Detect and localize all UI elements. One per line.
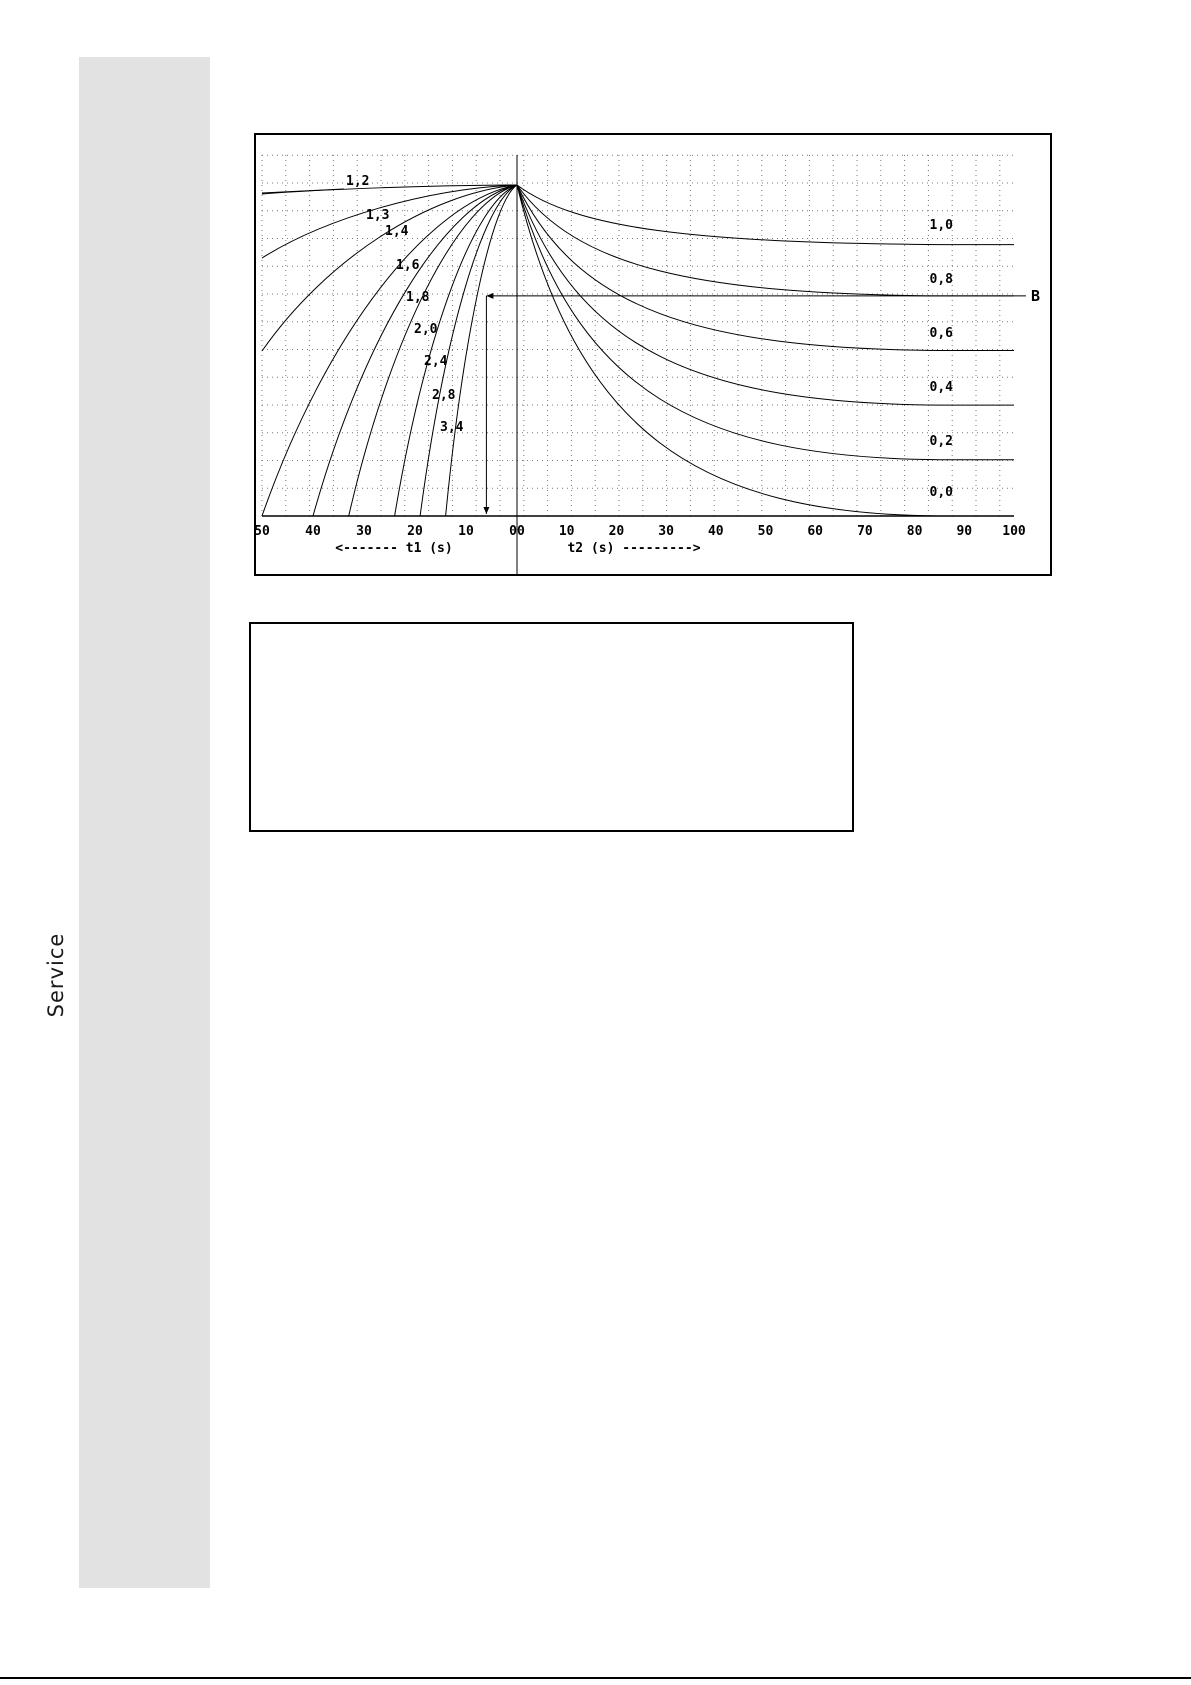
x-tick-right: 60 xyxy=(807,524,824,539)
curve-left-2-8 xyxy=(420,185,517,516)
t1-axis-label: <------- t1 (s) xyxy=(335,541,453,556)
curve-label-0-6: 0,6 xyxy=(929,326,953,341)
curve-right-1-0 xyxy=(517,185,1014,245)
x-tick-left: 30 xyxy=(356,524,372,539)
curve-left-1-2 xyxy=(262,185,517,194)
bottom-rule xyxy=(0,1677,1191,1679)
curve-label-1-2: 1,2 xyxy=(346,174,370,189)
x-tick-left: 00 xyxy=(509,524,525,539)
curve-label-2-4: 2,4 xyxy=(424,354,448,369)
x-tick-right: 70 xyxy=(857,524,873,539)
x-tick-right: 20 xyxy=(608,524,625,539)
curve-label-2-0: 2,0 xyxy=(414,322,438,337)
info-box xyxy=(249,622,854,832)
sidebar-label: Service xyxy=(44,932,68,1018)
curve-label-1-4: 1,4 xyxy=(385,224,409,239)
curve-label-0-0: 0,0 xyxy=(929,485,953,500)
x-tick-right: 10 xyxy=(558,524,575,539)
curve-label-0-8: 0,8 xyxy=(929,272,953,287)
curve-label-1-6: 1,6 xyxy=(396,258,420,273)
chart-border xyxy=(255,134,1051,575)
x-tick-right: 50 xyxy=(757,524,774,539)
curve-label-1-0: 1,0 xyxy=(929,218,953,233)
curve-label-1-3: 1,3 xyxy=(366,208,390,223)
curve-left-3-4 xyxy=(446,185,517,516)
x-tick-left: 10 xyxy=(458,524,474,539)
x-tick-right: 80 xyxy=(906,524,923,539)
annotation-arrow-down xyxy=(483,507,489,514)
chart-frame xyxy=(254,133,1052,576)
curve-label-0-2: 0,2 xyxy=(929,434,953,449)
sidebar-band xyxy=(79,57,210,1588)
curve-label-1-8: 1,8 xyxy=(406,290,430,305)
x-tick-left: 50 xyxy=(254,524,270,539)
x-tick-right: 100 xyxy=(1002,524,1026,539)
t2-axis-label: t2 (s) ---------> xyxy=(567,541,701,556)
x-tick-left: 20 xyxy=(407,524,423,539)
annotation-label: B xyxy=(1031,286,1041,305)
x-tick-right: 40 xyxy=(707,524,724,539)
curve-left-1-2-tail xyxy=(262,189,344,193)
curve-left-2-4 xyxy=(395,185,517,516)
curve-label-0-4: 0,4 xyxy=(929,380,953,395)
t1-t2-chart xyxy=(254,133,1052,576)
x-tick-right: 30 xyxy=(658,524,674,539)
x-tick-left: 40 xyxy=(305,524,321,539)
curve-label-3-4: 3,4 xyxy=(440,420,464,435)
x-tick-right: 90 xyxy=(956,524,973,539)
curve-label-2-8: 2,8 xyxy=(432,388,456,403)
